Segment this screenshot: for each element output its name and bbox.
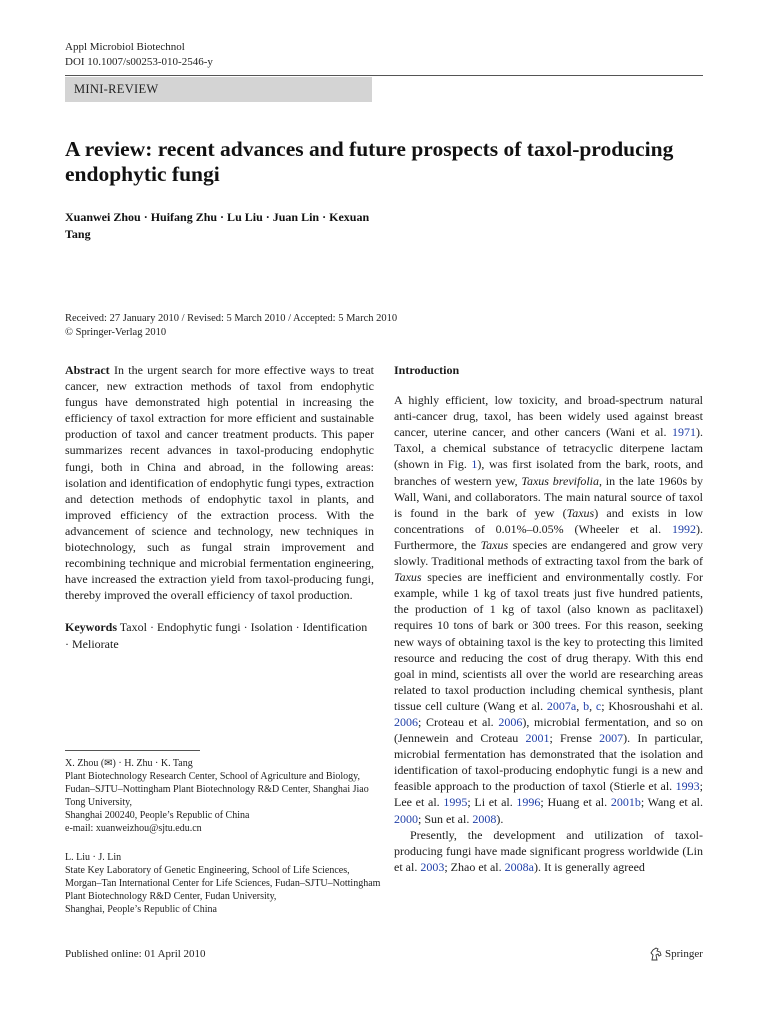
citation-link[interactable]: 2001	[525, 731, 550, 746]
journal-name: Appl Microbiol Biotechnol	[65, 41, 185, 53]
publisher-logo	[650, 947, 703, 961]
keywords	[65, 619, 374, 651]
abstract-label: Abstract	[65, 363, 110, 377]
category-banner	[65, 77, 372, 102]
citation-link[interactable]: 2008a	[504, 859, 534, 874]
intro-text: ; Croteau et al.	[418, 714, 499, 729]
intro-text: ; Sun et al.	[418, 811, 473, 826]
citation-link[interactable]: b	[583, 698, 590, 713]
history-dates: Received: 27 January 2010 / Revised: 5 March 2010 / Accepted: 5 March 2010	[65, 313, 398, 324]
intro-text: A highly efficient, low toxicity, and broad-spectrum natural anti-cancer drug, taxol, has been widely used against breast cancer, uterine cancer, and other cancers (Wani et al.	[394, 393, 703, 440]
species-name: Taxus	[566, 505, 595, 520]
species-name: Taxus	[394, 570, 422, 585]
affiliation-2-address: Shanghai, People’s Republic of China	[65, 904, 217, 916]
author-list: Xuanwei Zhou · Huifang Zhu · Lu Liu · Juan Lin · Kexuan Tang	[65, 210, 370, 241]
intro-text: ; Wang et al.	[640, 795, 703, 810]
intro-text: ) and exists in low concentrations of 0.01%–0.05% (Wheeler et al.	[394, 505, 703, 536]
affiliation-2	[65, 851, 385, 916]
citation-link[interactable]: 2008	[472, 811, 497, 826]
abstract	[65, 362, 374, 603]
doi[interactable]: DOI 10.1007/s00253-010-2546-y	[65, 56, 213, 68]
species-name: Taxus brevifolia	[521, 473, 599, 488]
citation-link[interactable]: 2007a	[546, 698, 577, 713]
intro-text: ). Furthermore, the	[394, 521, 703, 552]
left-column	[65, 362, 374, 652]
published-date: Published online: 01 April 2010	[65, 948, 206, 960]
affiliation-2-authors: L. Liu · J. Lin	[65, 852, 122, 863]
affiliation-rule	[65, 750, 200, 751]
intro-text: ).	[496, 811, 504, 826]
affiliation-1-email[interactable]: e-mail: xuanweizhou@sjtu.edu.cn	[65, 823, 202, 835]
intro-text: Presently, the development and utilization of taxol-producing fungi have made significant progress worldwide (Lin et al.	[394, 827, 703, 874]
intro-text: ; Khosroushahi et al.	[601, 698, 703, 713]
citation-link[interactable]: 2000	[394, 811, 418, 826]
citation-link[interactable]: 1995	[443, 795, 468, 810]
intro-text: species are inefficient and environmentally costly. For example, while 1 kg of taxol treats just five hundred patients, the production of 1 kg of taxol (also known as paclitaxel) requires 10 tons of bark or 300 trees. For this reason, seeking new ways of obtaining taxol is the key to protecting this limited resource and reducing the cost of drug therapy. With this end goal in mind, scientists all over the world are researching areas related to taxol production including chemical synthesis, plant tissue cell culture (Wang et al.	[394, 570, 703, 713]
keywords-text: Taxol · Endophytic fungi · Isolation · Identification · Meliorate	[65, 620, 368, 651]
springer-horse-icon	[650, 947, 662, 961]
intro-text: , in the late 1960s by Wall, Wani, and collaborators. The main natural source of taxol is found in the bark of yew (	[394, 473, 704, 520]
copyright: © Springer-Verlag 2010	[65, 327, 167, 338]
citation-link[interactable]: 2006	[394, 714, 418, 729]
intro-text: ). Taxol, a chemical substance of tetracyclic diterpene lactam (shown in Fig.	[394, 425, 703, 472]
citation-link[interactable]: 1992	[672, 521, 696, 536]
species-name: Taxus	[480, 537, 509, 552]
intro-text: species are endangered and grow very slowly. Traditional methods of extracting taxol from the bark of	[394, 537, 703, 569]
intro-text: ; Li et al.	[467, 795, 517, 810]
affiliation-1	[65, 757, 385, 836]
intro-text: ), was first isolated from the bark, roots, and branches of western yew,	[394, 457, 703, 488]
citation-link[interactable]: 2006	[498, 714, 523, 729]
intro-text: ; Zhao et al.	[444, 859, 505, 874]
citation-link[interactable]: 2001b	[610, 795, 641, 810]
publisher-name: Springer	[665, 948, 703, 960]
intro-paragraph-1	[394, 392, 703, 827]
abstract-text: In the urgent search for more effective ways to treat cancer, new extraction methods of taxol from endophytic fungus have demonstrated high potential in increasing the efficiency of taxol extraction for more efficient and sustainable production of taxol and cancer treatment products. This paper summarizes recent advances in taxol-producing endophytic fungi, both in China and abroad, in the following areas: isolation and identification of endophytic fungi types, extraction and detection methods of endophytic taxol in plants, and improved efficiency of the extraction process. With the advancement of science and technology, new techniques in biotechnology, such as fungal strain improvement and recombining technique and microbial fermentation engineering, have increased the extraction yield from taxol-producing fungi, thereby improved the overall efficiency of taxol production.	[65, 363, 375, 603]
affiliation-1-address: Shanghai 200240, People’s Republic of China	[65, 810, 250, 822]
citation-link[interactable]: 2007	[599, 731, 624, 746]
citation-link[interactable]: 1993	[675, 779, 700, 794]
affiliation-1-authors: X. Zhou (✉) · H. Zhu · K. Tang	[65, 758, 193, 769]
intro-paragraph-2	[394, 827, 703, 875]
right-column	[394, 362, 703, 875]
category-label: MINI-REVIEW	[74, 82, 159, 96]
intro-text: ,	[576, 698, 584, 713]
article-title: A review: recent advances and future prospects of taxol-producing endophytic fungi	[65, 137, 674, 186]
intro-text: ; Frense	[549, 731, 600, 746]
citation-link[interactable]: c	[595, 698, 602, 713]
header-rule	[65, 75, 703, 76]
journal-header	[65, 40, 213, 70]
dates-block	[65, 312, 397, 340]
affiliation-1-org: Plant Biotechnology Research Center, School of Agriculture and Biology, Fudan–SJTU–Nottingham Plant Biotechnology R&D Center, Shanghai Jiao Tong University,	[65, 771, 369, 809]
intro-text: ,	[589, 698, 596, 713]
citation-link[interactable]: 2003	[420, 859, 445, 874]
intro-text: ). In particular, microbial fermentation has demonstrated that the isolation and identification of taxol-producing endophytic fungi is a new and feasible approach to the production of taxol (Stierle et al.	[394, 731, 704, 794]
section-heading-introduction: Introduction	[394, 363, 460, 377]
intro-text: ), microbial fermentation, and so on (Jennewein and Croteau	[394, 714, 703, 746]
intro-text: ; Huang et al.	[540, 795, 611, 810]
keywords-label: Keywords	[65, 620, 117, 635]
citation-link[interactable]: 1971	[672, 425, 696, 440]
affiliation-2-org: State Key Laboratory of Genetic Engineering, School of Life Sciences, Morgan–Tan International Center for Life Sciences, Fudan–SJTU–Nottingham Plant Biotechnology R&D Center, Fudan University,	[65, 865, 381, 903]
citation-link[interactable]: 1996	[516, 795, 541, 810]
figure-link[interactable]: 1	[471, 457, 478, 472]
intro-text: ). It is generally agreed	[533, 859, 645, 874]
intro-text: ; Lee et al.	[394, 779, 703, 810]
